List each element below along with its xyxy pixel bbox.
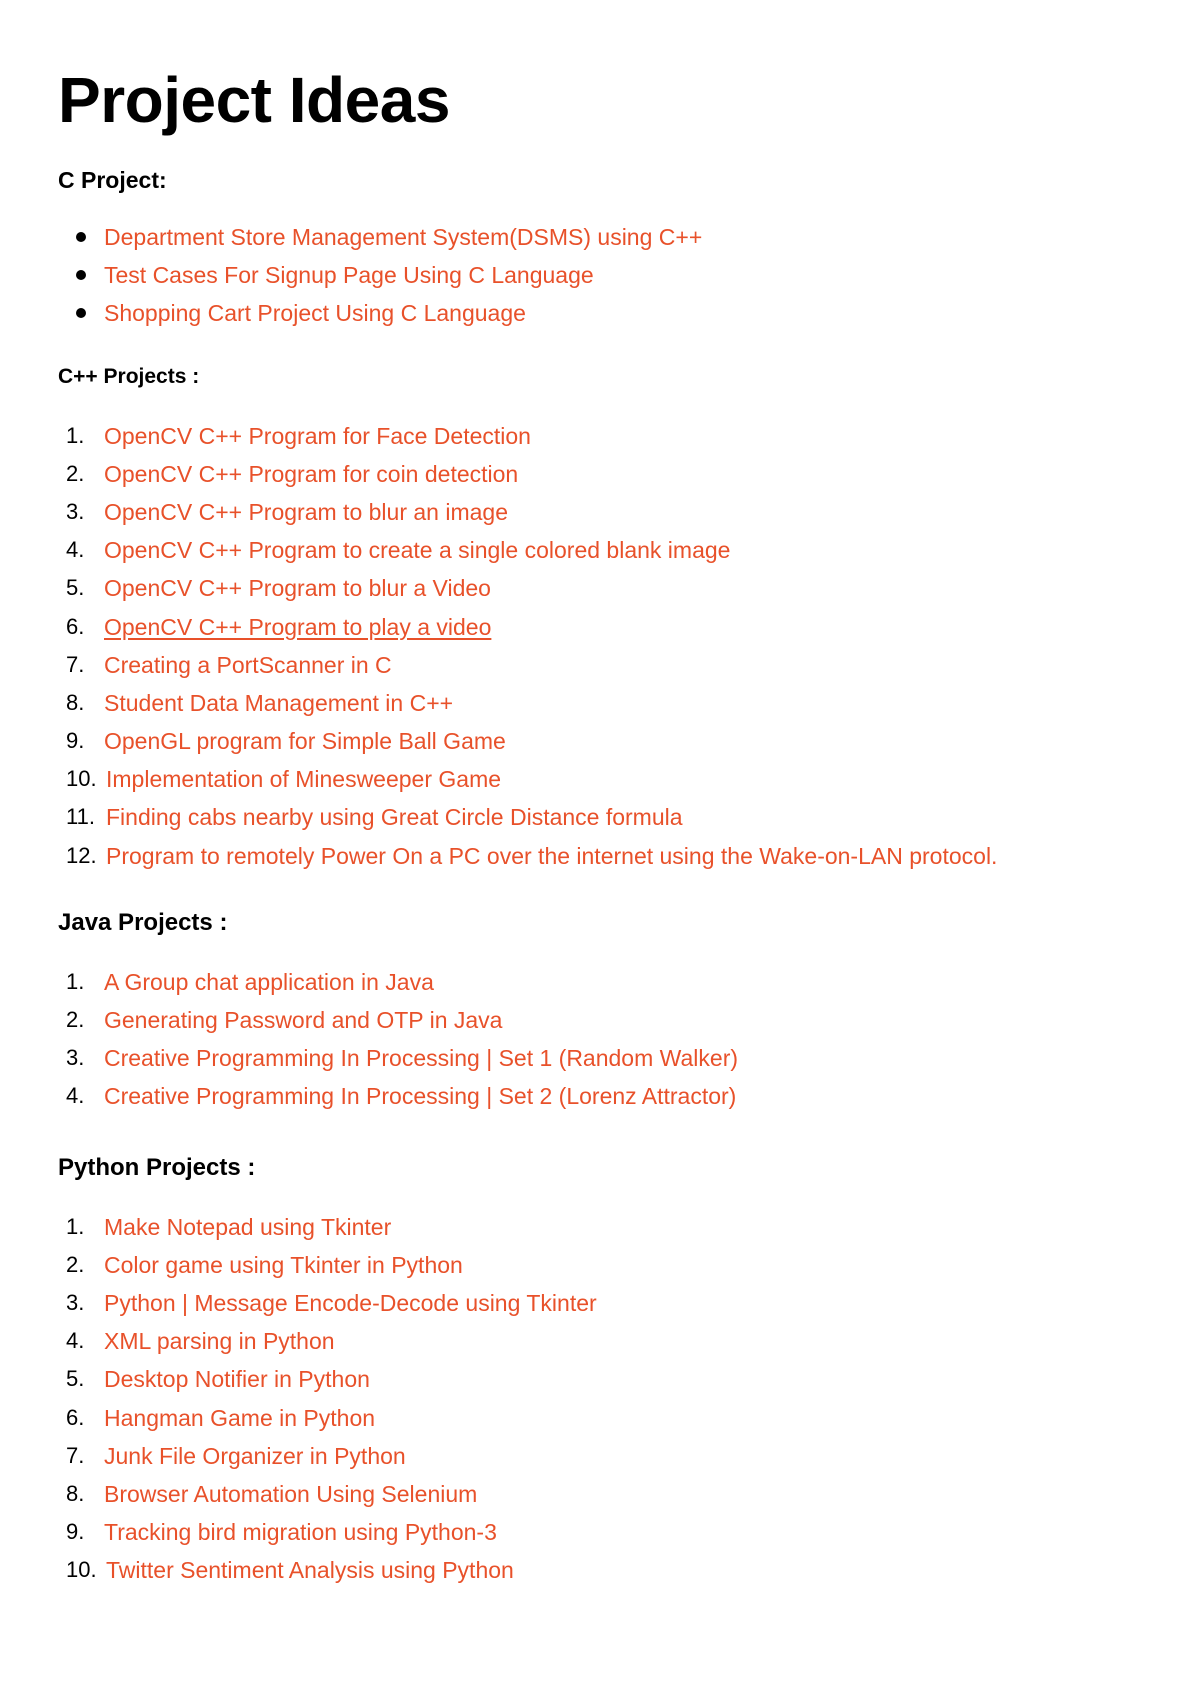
list-number: 2. [66,1007,85,1032]
project-link[interactable]: Make Notepad using Tkinter [104,1213,392,1240]
bullet-icon [58,232,104,242]
project-link[interactable]: Tracking bird migration using Python-3 [104,1519,497,1546]
list-number: 3. [66,1289,85,1315]
project-link[interactable]: Department Store Management System(DSMS) using C++ [104,224,703,250]
list-number: 4. [66,537,85,563]
project-link[interactable]: OpenCV C++ Program to blur a Video [104,575,491,602]
list-number: 12. [66,842,97,868]
list-item [58,1513,1158,1551]
list-number: 4. [66,1083,85,1109]
bullet-icon [58,308,104,318]
list-number: 10. [66,1557,97,1583]
list-number: 11. [66,804,95,830]
python-project-list [58,1208,1158,1590]
java-project-list [58,963,1158,1116]
section-heading-python: Python Projects : [58,1153,256,1181]
list-item [58,1039,1158,1077]
list-number: 3. [66,1045,85,1071]
project-link[interactable]: Test Cases For Signup Page Using C Language [104,262,594,289]
list-item [58,493,1158,531]
list-item [58,218,1158,256]
project-link[interactable]: Generating Password and OTP in Java [104,1007,503,1033]
list-number: 9. [66,728,85,754]
list-number: 6. [66,613,85,639]
list-item [58,1322,1158,1360]
project-link[interactable]: Twitter Sentiment Analysis using Python [106,1557,514,1584]
project-link[interactable]: Program to remotely Power On a PC over the internet using the Wake-on-LAN protocol. [106,842,998,869]
project-link[interactable]: Creative Programming In Processing | Set 2 (Lorenz Attractor) [104,1083,737,1110]
list-item [58,798,1158,836]
list-number: 5. [66,1366,85,1392]
list-item [58,722,1158,760]
list-number: 1. [66,1213,85,1239]
project-link[interactable]: Creative Programming In Processing | Set 1 (Random Walker) [104,1045,739,1072]
project-link[interactable]: Student Data Management in C++ [104,689,454,716]
project-link[interactable]: Desktop Notifier in Python [104,1366,370,1393]
project-link[interactable]: OpenGL program for Simple Ball Game [104,728,506,755]
project-link[interactable]: OpenCV C++ Program for Face Detection [104,422,531,449]
c-project-list [58,218,1158,333]
project-link[interactable]: A Group chat application in Java [104,968,434,995]
list-item [58,1551,1158,1589]
project-link[interactable]: Shopping Cart Project Using C Language [104,300,526,327]
page-title: Project Ideas [58,64,450,136]
list-item [58,1360,1158,1398]
project-link[interactable]: Browser Automation Using Selenium [104,1480,478,1507]
project-link[interactable]: OpenCV C++ Program to play a video [104,613,492,640]
list-number: 4. [66,1328,85,1354]
project-link[interactable]: OpenCV C++ Program to create a single colored blank image [104,537,731,564]
list-item [58,760,1158,798]
list-item [58,646,1158,684]
project-link[interactable]: Finding cabs nearby using Great Circle Distance formula [106,804,683,831]
list-number: 9. [66,1519,85,1545]
project-link[interactable]: OpenCV C++ Program to blur an image [104,498,508,525]
project-link[interactable]: XML parsing in Python [104,1328,335,1355]
list-number: 7. [66,1442,85,1468]
list-item [58,1284,1158,1322]
project-link[interactable]: Creating a PortScanner in C [104,651,392,678]
list-number: 8. [66,1480,85,1506]
project-link[interactable]: Implementation of Minesweeper Game [106,766,502,793]
list-item [58,1437,1158,1475]
list-item [58,531,1158,569]
list-item [58,455,1158,493]
section-heading-java: Java Projects : [58,908,228,936]
list-item [58,256,1158,294]
project-link[interactable]: Color game using Tkinter in Python [104,1251,463,1278]
section-heading-c: C Project: [58,167,167,193]
cpp-project-list [58,417,1158,875]
list-number: 2. [66,460,85,486]
list-item [58,608,1158,646]
bullet-icon [58,270,104,280]
list-number: 1. [66,968,85,994]
list-item [58,684,1158,722]
list-number: 6. [66,1404,85,1430]
list-number: 8. [66,689,85,715]
list-item [58,1475,1158,1513]
list-item [58,569,1158,607]
document-page [58,60,1158,1589]
project-link[interactable]: OpenCV C++ Program for coin detection [104,460,519,487]
list-number: 7. [66,651,85,677]
project-link[interactable]: Python | Message Encode-Decode using Tkinter [104,1289,597,1316]
project-link[interactable]: Hangman Game in Python [104,1404,376,1431]
list-item [58,1399,1158,1437]
section-heading-cpp: C++ Projects : [58,364,200,388]
list-item [58,1001,1158,1039]
list-number: 3. [66,498,85,524]
list-item [58,837,1158,875]
list-item [58,294,1158,332]
list-number: 1. [66,422,85,448]
list-item [58,963,1158,1001]
list-item [58,1208,1158,1246]
list-number: 2. [66,1251,85,1277]
list-item [58,1077,1158,1115]
list-number: 5. [66,575,85,601]
list-number: 10. [66,766,97,792]
list-item [58,417,1158,455]
project-link[interactable]: Junk File Organizer in Python [104,1442,406,1469]
list-item [58,1246,1158,1284]
